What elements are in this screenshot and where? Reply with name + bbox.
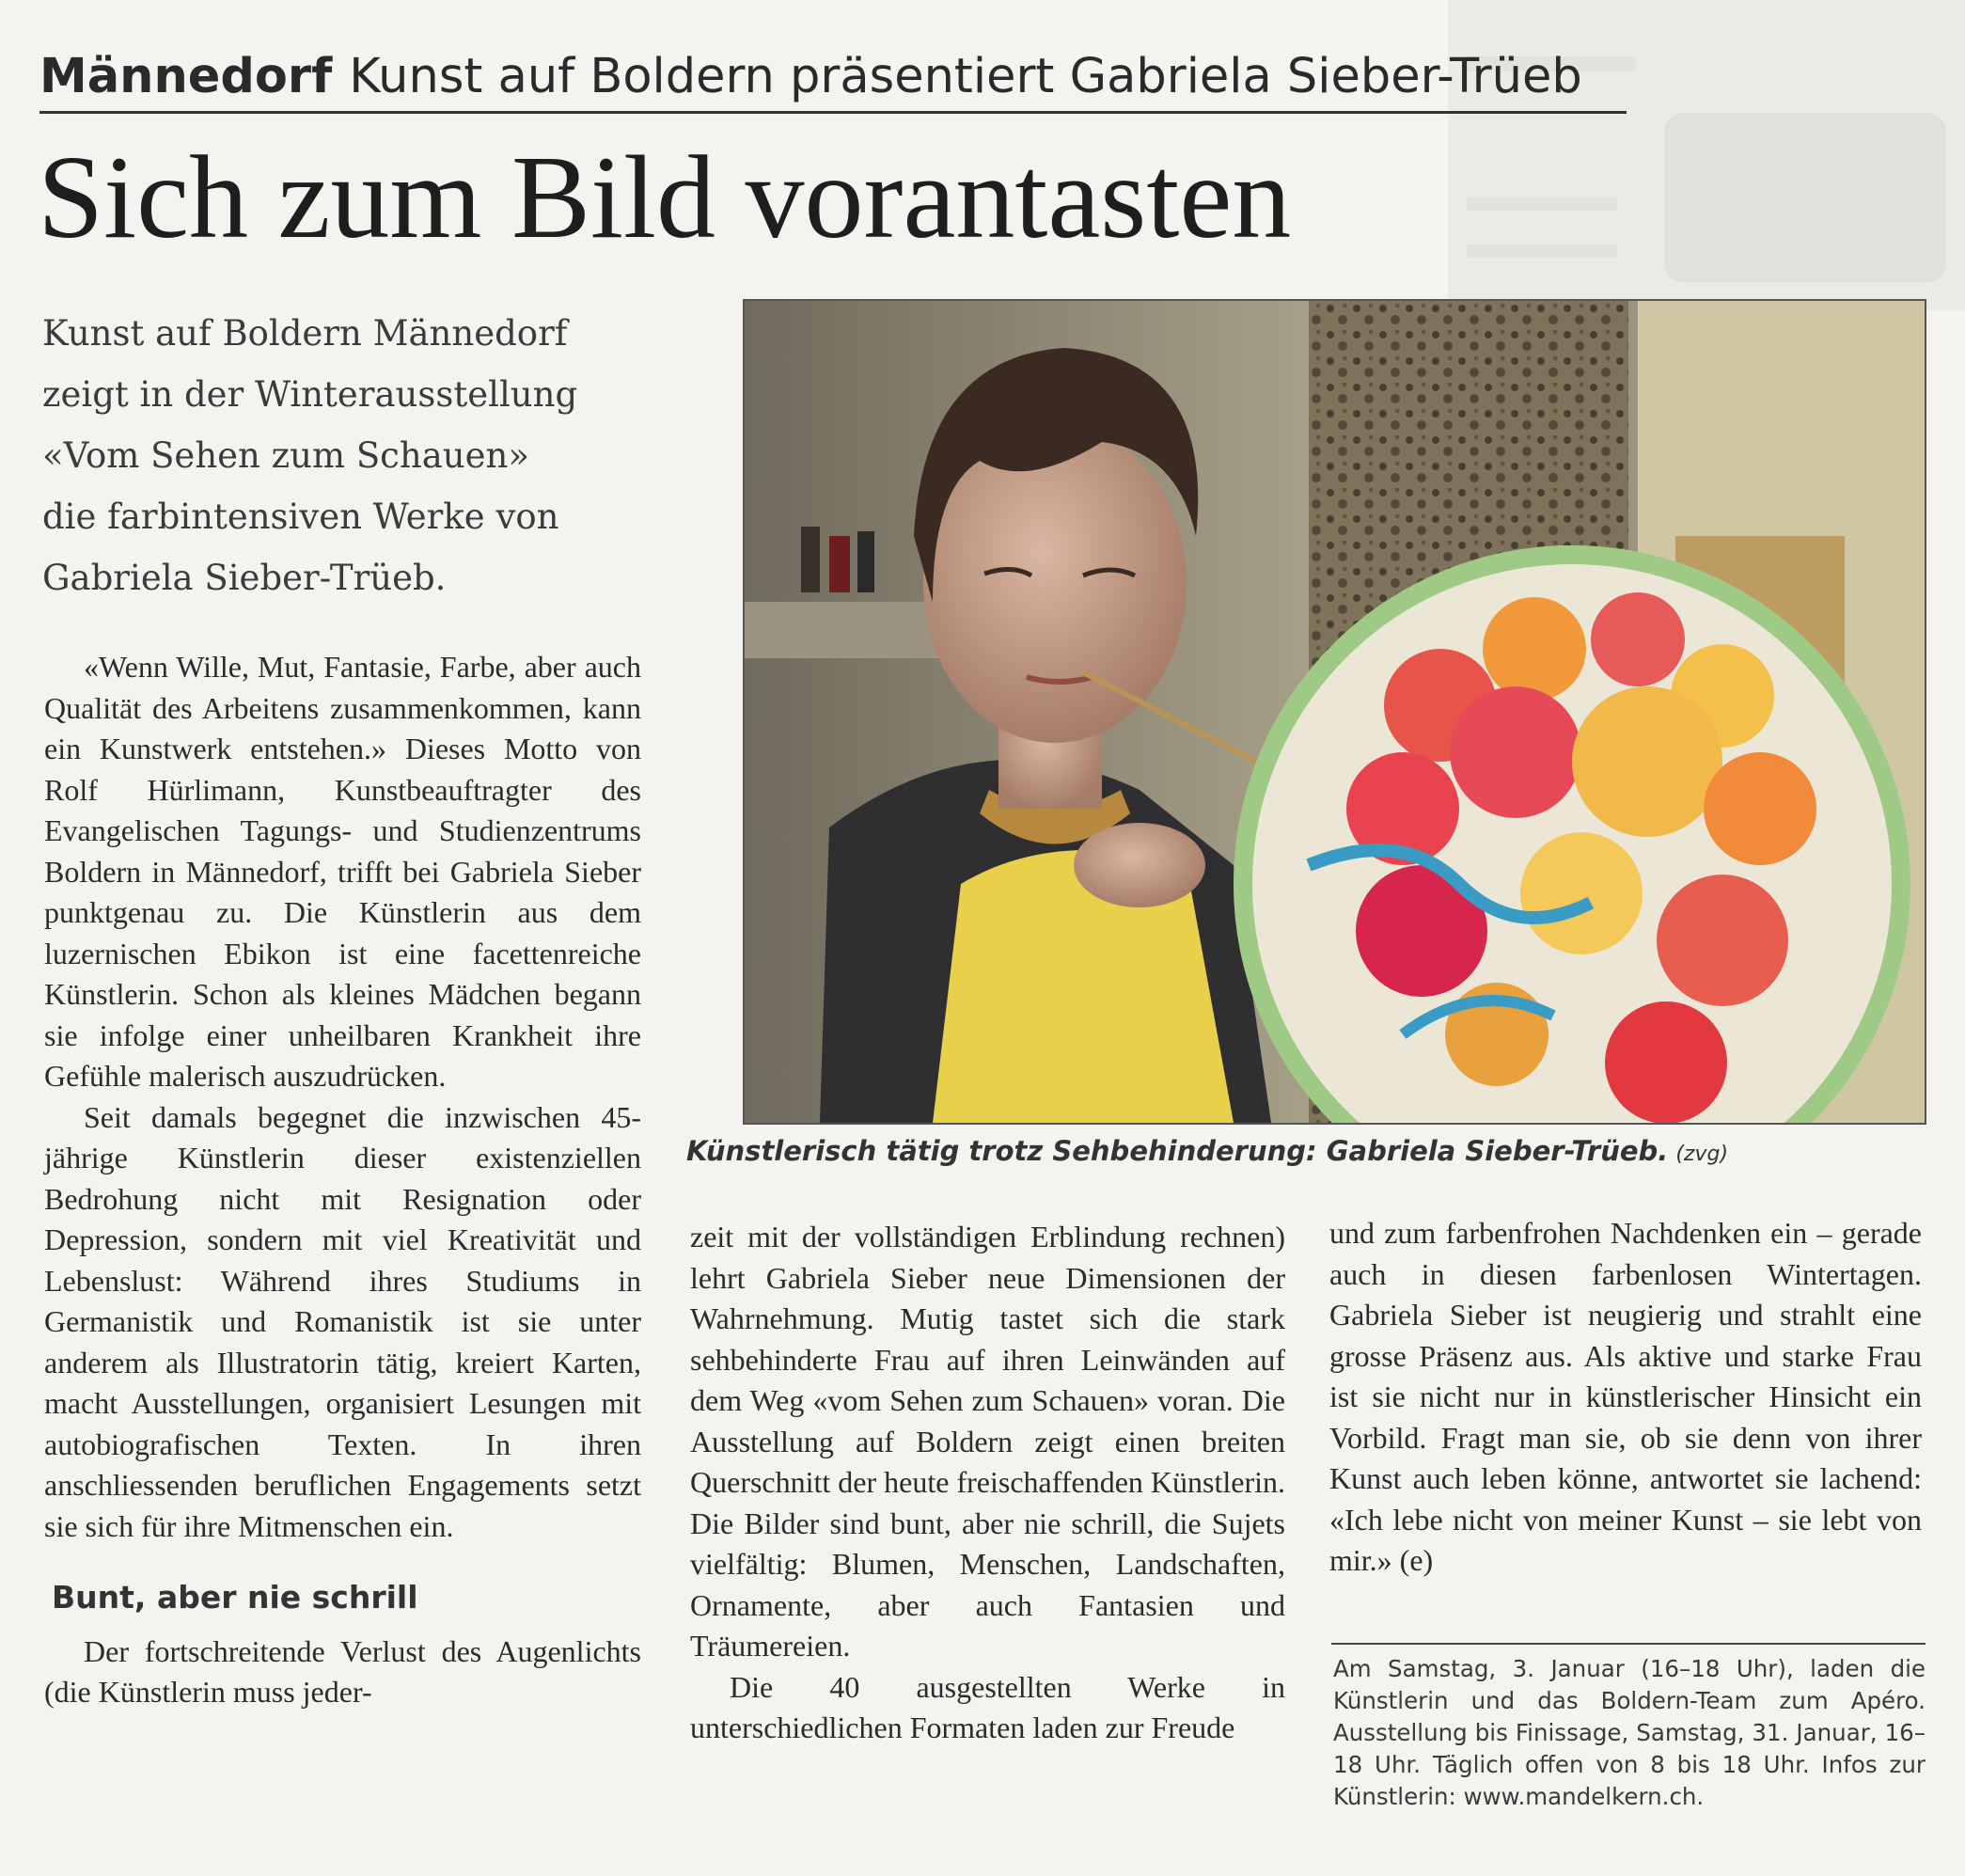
kicker-text: Kunst auf Boldern präsentiert Gabriela Sieber-Trüeb [349,49,1582,104]
artist-painting-ball-illustration [745,301,1925,1123]
body-paragraph: Die 40 ausgestellten Werke in unterschiedlichen Formaten laden zur Freude [690,1669,1285,1744]
photo-credit: (zvg) [1675,1143,1729,1166]
kicker-place: Männedorf [39,49,333,104]
lead-line: die farbintensiven Werke von [42,497,559,537]
caption-text: Künstlerisch tätig trotz Sehbehinderung: Gabriela Sieber-Trüeb. [686,1135,1669,1167]
photo-caption [686,1135,1728,1167]
info-box: Am Samstag, 3. Januar (16–18 Uhr), laden die Künstlerin und das Boldern-Team zum Apéro. Ausstellung bis Finissage, Samstag, 31. Januar, 16–18 Uhr. Täglich offen von 8 bis 18 Uhr. Infos zur Künstlerin: www.mandelkern.ch. [1333,1655,1926,1810]
adjacent-ad-bleedthrough [1448,0,1965,310]
kicker [39,49,1582,104]
lead-line: Gabriela Sieber-Trüeb. [42,558,447,598]
info-box-rule [1331,1643,1926,1645]
body-paragraph: Seit damals begegnet die inzwischen 45-jährige Künstlerin dieser existenziellen Bedrohung nicht mit Resignation oder Depression, sondern mit viel Kreativität und Lebenslust: Während ihres Studiums in Germanistik und Romanistik ist sie unter anderem als Illustratorin tätig, kreiert Karten, macht Ausstellungen, organisiert Lesungen mit autobiografischen Texten. In ihren anschliessenden beruflichen Engagements setzt sie sich für ihre Mitmenschen ein. [44,1099,641,1543]
headline: Sich zum Bild vorantasten [38,133,1292,263]
body-paragraph: «Wenn Wille, Mut, Fantasie, Farbe, aber auch Qualität des Arbeitens zusammenkommen, kann ein Kunstwerk entstehen.» Dieses Motto von Rolf Hürlimann, Kunstbeauftragter des Evangelischen Tagungs- und Studienzentrums Boldern in Männedorf, trifft bei Gabriela Sieber punktgenau zu. Die Künstlerin aus dem luzernischen Ebikon ist eine facettenreiche Künstlerin. Schon als kleines Mädchen begann sie infolge einer unheilbaren Krankheit ihre Gefühle malerisch auszudrücken. [44,650,641,1093]
column-1 [44,647,641,1713]
lead-paragraph [42,303,644,608]
body-paragraph: und zum farbenfrohen Nachdenken ein – gerade auch in diesen farbenlosen Wintertagen. Gabriela Sieber ist neugierig und strahlt eine grosse Präsenz aus. Als aktive und starke Frau ist sie nicht nur in künstlerischer Hinsicht ein Vorbild. Fragt man sie, ob sie denn von ihrer Kunst auch leben könne, antwortet sie lachend: «Ich lebe nicht von meiner Kunst – sie lebt von mir.» (e) [1329,1216,1922,1577]
column-2 [690,1217,1285,1749]
body-paragraph: Der fortschreitende Verlust des Augenlichts (die Künstlerin muss jeder- [44,1633,641,1709]
lead-line: «Vom Sehen zum Schauen» [42,435,529,476]
column-3 [1329,1213,1922,1582]
lead-line: zeigt in der Winterausstellung [42,374,578,415]
kicker-rule [39,111,1627,114]
lead-line: Kunst auf Boldern Männedorf [42,313,568,354]
body-paragraph: zeit mit der vollständigen Erblindung rechnen) lehrt Gabriela Sieber neue Dimensionen der Wahrnehmung. Mutig tastet sich die stark sehbehinderte Frau auf ihren Leinwänden auf dem Weg «vom Sehen zum Schauen» voran. Die Ausstellung auf Boldern zeigt einen breiten Querschnitt der heute freischaffenden Künstlerin. Die Bilder sind bunt, aber nie schrill, die Sujets vielfältig: Blumen, Menschen, Landschaften, Ornamente, aber auch Fantasien und Träumereien. [690,1220,1285,1663]
subheading: Bunt, aber nie schrill [52,1579,418,1616]
article-photo [743,299,1926,1125]
